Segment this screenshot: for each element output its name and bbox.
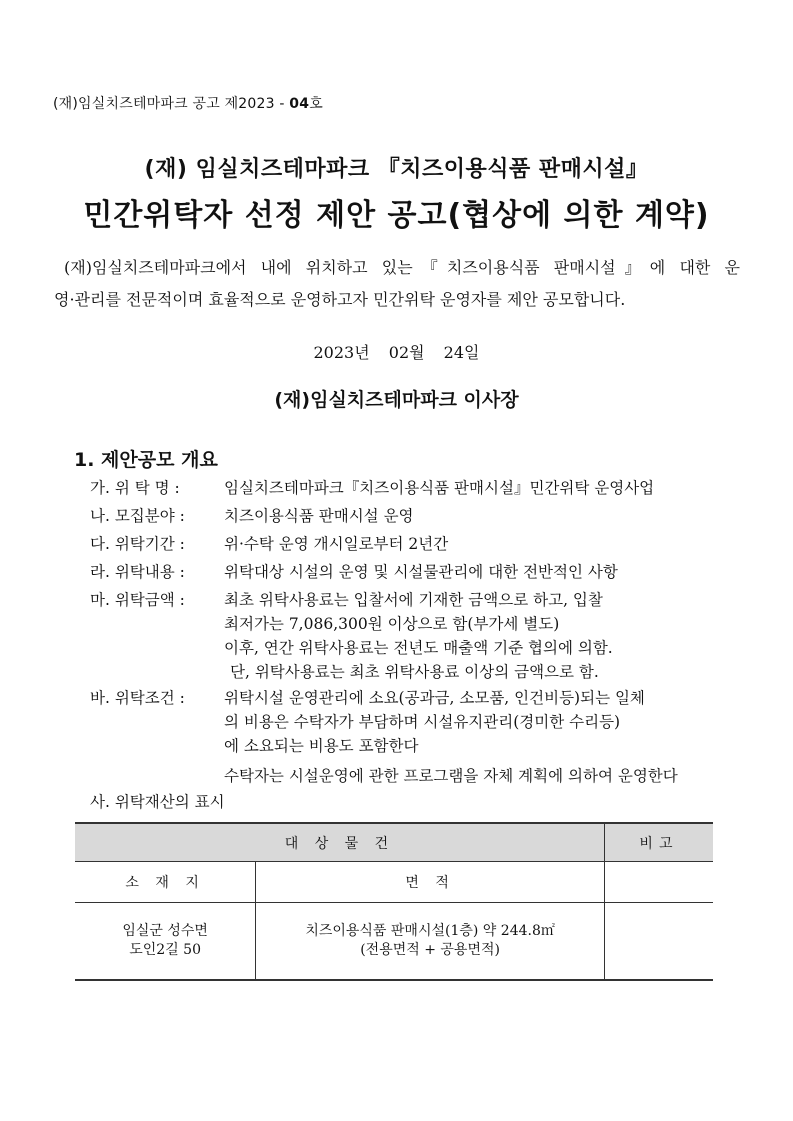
item-value-line: 단, 위탁사용료는 최초 위탁사용료 이상의 금액으로 함. xyxy=(230,663,599,681)
cell-area-line-1: 치즈이용식품 판매시설(1층) 약 244.8㎡ xyxy=(305,923,555,939)
notice-number xyxy=(53,93,323,113)
property-table xyxy=(75,822,713,981)
intro-line-1: (재)임실치즈테마파크에서 내에 위치하고 있는『치즈이용식품 판매시설』에 대한 운 xyxy=(64,258,740,277)
item-value: 위탁대상 시설의 운영 및 시설물관리에 대한 전반적인 사항 xyxy=(224,563,618,581)
col-location: 소 재 지 xyxy=(75,862,256,903)
item-value-line: 에 소요되는 비용도 포함한다 xyxy=(224,737,419,755)
cell-area xyxy=(256,903,605,981)
cell-area-line-2: (전용면적 + 공용면적) xyxy=(360,942,500,958)
item-value-line: 위탁시설 운영관리에 소요(공과금, 소모품, 인건비등)되는 일체 xyxy=(224,689,645,707)
item-key: 마. 위탁금액 : xyxy=(90,591,185,609)
intro-paragraph xyxy=(54,252,740,316)
item-key: 라. 위탁내용 : xyxy=(90,563,185,581)
notice-number-prefix: (재)임실치즈테마파크 공고 제2023 - xyxy=(53,96,290,112)
item-value-line: 최저가는 7,086,300원 이상으로 함(부가세 별도) xyxy=(224,615,560,633)
item-key: 가. 위 탁 명 : xyxy=(90,479,180,497)
cell-note xyxy=(604,903,713,981)
item-value-line: 의 비용은 수탁자가 부담하며 시설유지관리(경미한 수리등) xyxy=(224,713,621,731)
section-1-title: 1. 제안공모 개요 xyxy=(74,449,218,471)
intro-line-2: 영·관리를 전문적이며 효율적으로 운영하고자 민간위탁 운영자를 제안 공모합니다. xyxy=(54,290,626,309)
item-key: 다. 위탁기간 : xyxy=(90,535,185,553)
col-area: 면 적 xyxy=(256,862,605,903)
item-value: 임실치즈테마파크『치즈이용식품 판매시설』민간위탁 운영사업 xyxy=(224,479,655,497)
cell-location-line-1: 임실군 성수면 xyxy=(122,923,208,939)
item-key: 사. 위탁재산의 표시 xyxy=(90,793,225,811)
col-note xyxy=(604,862,713,903)
notice-number-value: 04 xyxy=(289,96,310,112)
title-line-1: (재) 임실치즈테마파크 『치즈이용식품 판매시설』 xyxy=(144,157,649,182)
item-key: 바. 위탁조건 : xyxy=(90,689,185,707)
cell-location xyxy=(75,903,256,981)
item-value: 치즈이용식품 판매시설 운영 xyxy=(224,507,414,525)
notice-number-suffix: 호 xyxy=(309,96,323,112)
item-value: 위·수탁 운영 개시일로부터 2년간 xyxy=(224,535,449,553)
item-key: 나. 모집분야 : xyxy=(90,507,185,525)
item-value-line: 수탁자는 시설운영에 관한 프로그램을 자체 계획에 의하여 운영한다 xyxy=(224,767,678,785)
table-row xyxy=(75,903,713,981)
header-note: 비고 xyxy=(604,823,713,862)
header-target-property: 대 상 물 건 xyxy=(75,823,604,862)
notice-date: 2023년 02월 24일 xyxy=(313,343,480,362)
title-line-2: 민간위탁자 선정 제안 공고(협상에 의한 계약) xyxy=(83,198,710,233)
table-subheader-row xyxy=(75,862,713,903)
item-value-line: 이후, 연간 위탁사용료는 전년도 매출액 기준 협의에 의함. xyxy=(224,639,613,657)
issuer-name: (재)임실치즈테마파크 이사장 xyxy=(274,389,519,411)
cell-location-line-2: 도인2길 50 xyxy=(129,942,201,958)
table-header-row xyxy=(75,823,713,862)
item-value-line: 최초 위탁사용료는 입찰서에 기재한 금액으로 하고, 입찰 xyxy=(224,591,603,609)
